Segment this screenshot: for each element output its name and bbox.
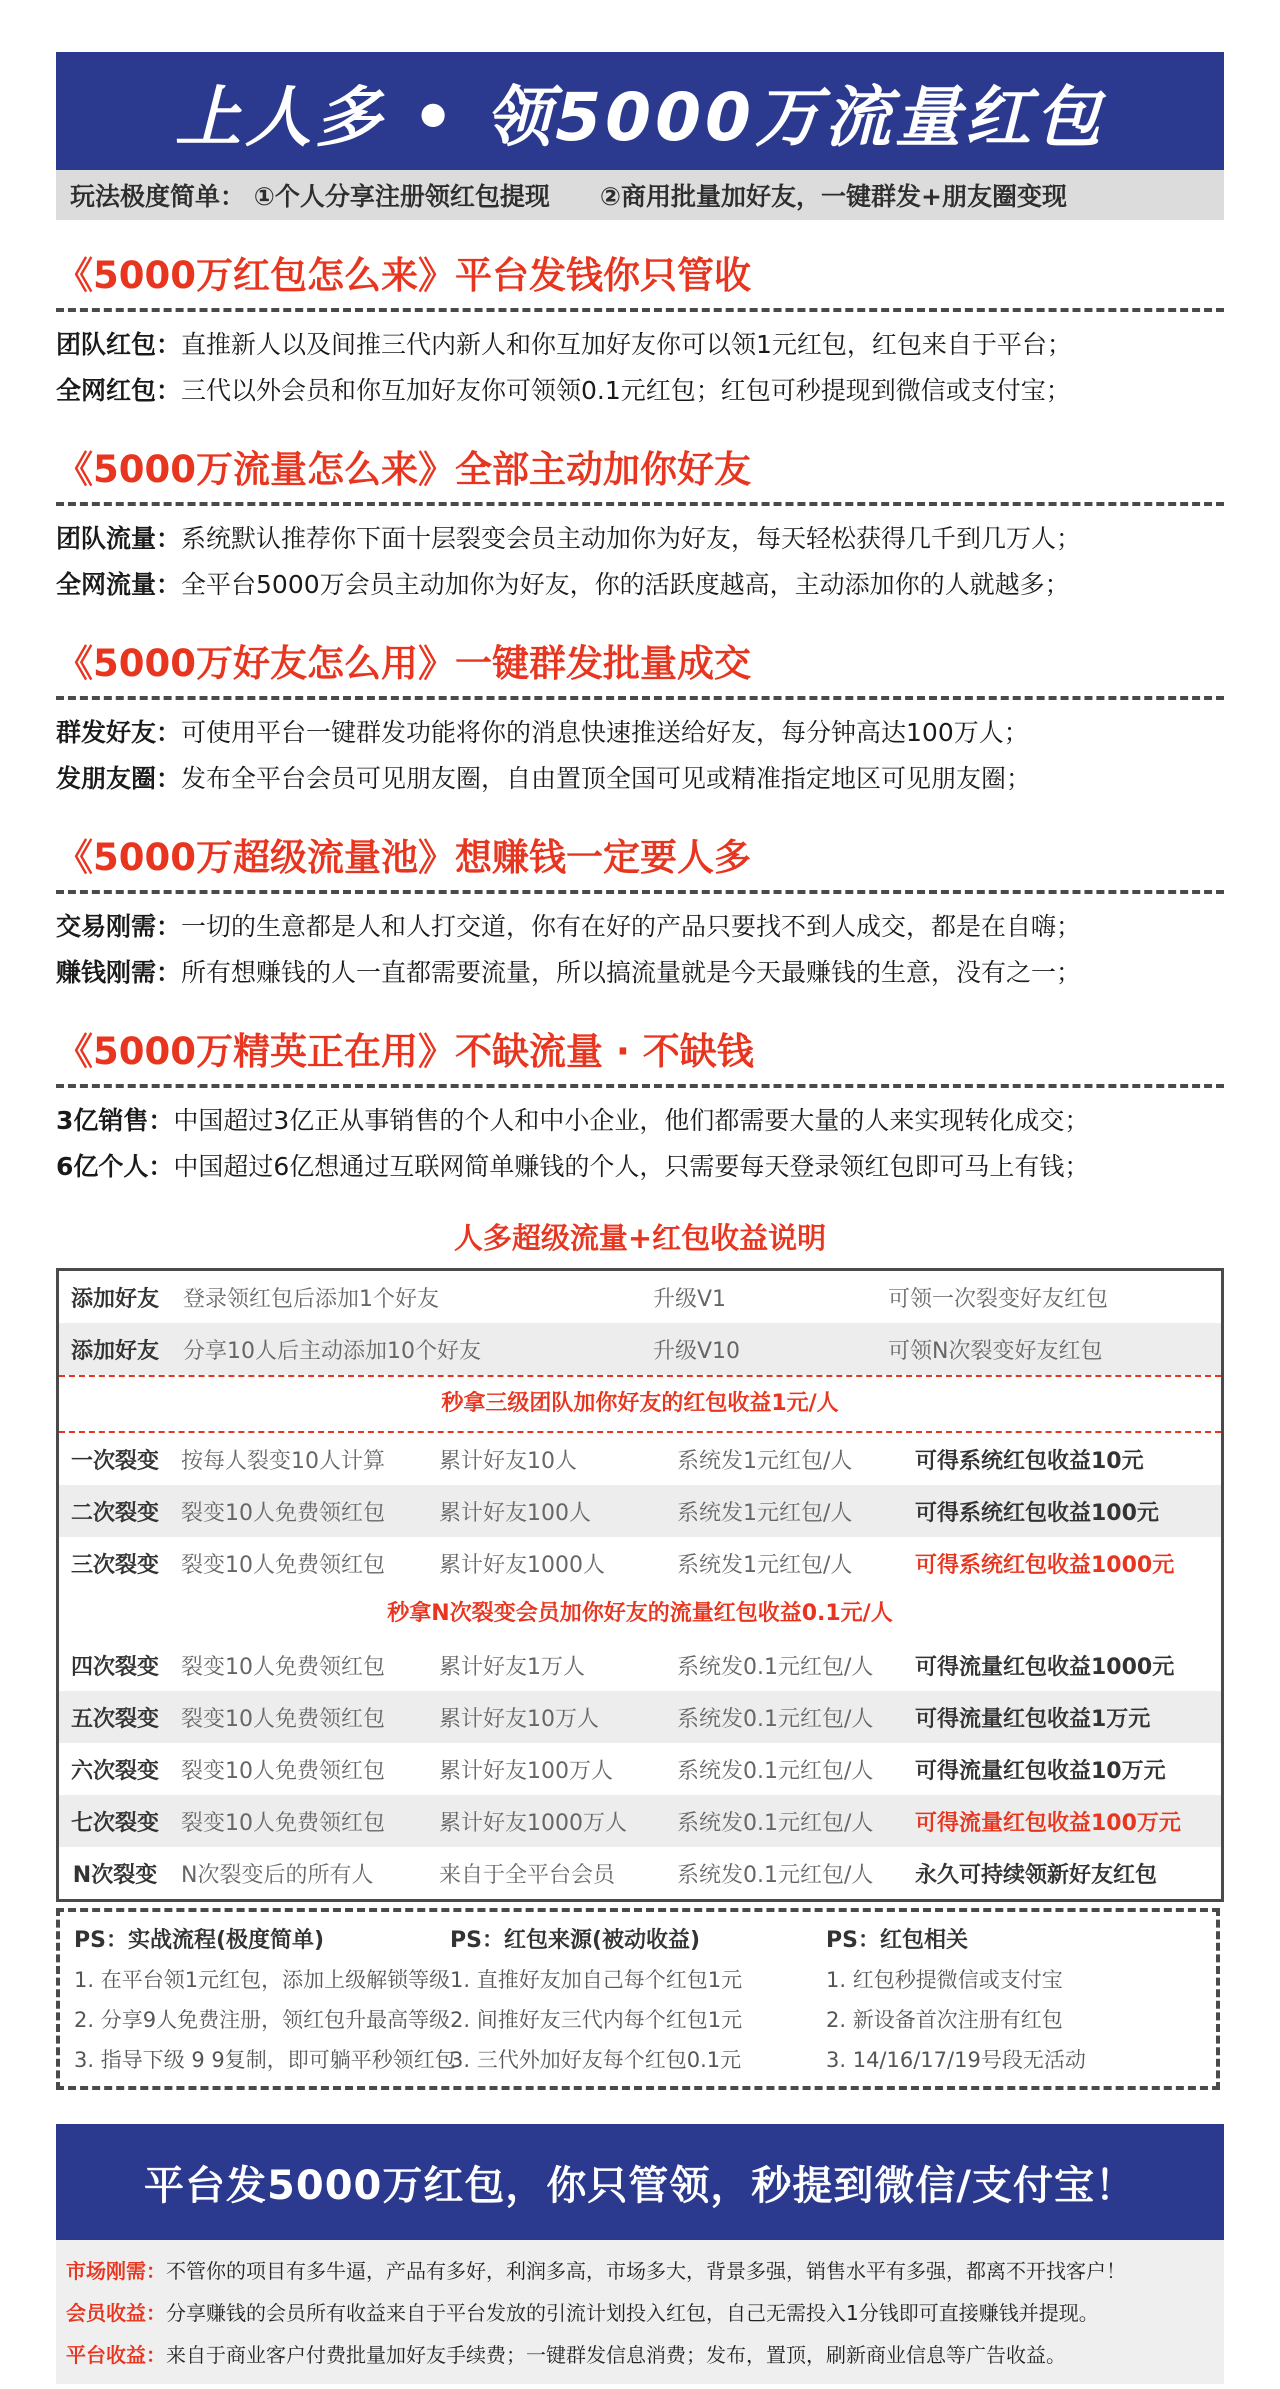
cell: 裂变10人免费领红包 xyxy=(181,1500,385,1526)
section-title: 《5000万精英正在用》不缺流量 · 不缺钱 xyxy=(56,1030,754,1073)
section xyxy=(56,832,1224,996)
line-value: 所有想赚钱的人一直都需要流量，所以搞流量就是今天最赚钱的生意，没有之一； xyxy=(181,958,1082,987)
divider xyxy=(56,502,1224,506)
cell: 裂变10人免费领红包 xyxy=(181,1810,385,1836)
ps-heading: PS：红包来源(被动收益) xyxy=(450,1928,701,1953)
cell: 裂变10人免费领红包 xyxy=(181,1706,385,1732)
ps-item: 1. 在平台领1元红包，添加上级解锁等级 xyxy=(74,1968,451,1992)
cell: 裂变10人免费领红包 xyxy=(181,1758,385,1784)
cell: 按每人裂变10人计算 xyxy=(181,1448,385,1474)
cell: 可得系统红包收益1000元 xyxy=(915,1552,1175,1578)
cell: 分享10人后主动添加10个好友 xyxy=(183,1338,481,1364)
ps-column xyxy=(450,1922,826,2080)
table-note: 秒拿N次裂变会员加你好友的流量红包收益0.1元/人 xyxy=(387,1601,893,1626)
table-row xyxy=(59,1691,1221,1743)
ps-heading: PS：实战流程(极度简单) xyxy=(74,1928,325,1953)
table-row xyxy=(59,1795,1221,1847)
table-row xyxy=(59,1537,1221,1589)
cell: 系统发1元红包/人 xyxy=(677,1500,853,1526)
cell: 永久可持续领新好友红包 xyxy=(915,1862,1158,1888)
header-banner xyxy=(56,52,1224,170)
cell: 累计好友10人 xyxy=(439,1448,577,1474)
section xyxy=(56,638,1224,802)
cell: 累计好友1000人 xyxy=(439,1552,605,1578)
table-note: 秒拿三级团队加你好友的红包收益1元/人 xyxy=(59,1375,1221,1433)
section-title: 《5000万好友怎么用》一键群发批量成交 xyxy=(56,642,751,685)
cell: 可领N次裂变好友红包 xyxy=(888,1338,1103,1364)
footer-title: 平台发5000万红包，你只管领，秒提到微信/支付宝！ xyxy=(144,2162,1136,2209)
cell: 裂变10人免费领红包 xyxy=(181,1552,385,1578)
line-value: 全平台5000万会员主动加你为好友，你的活跃度越高，主动添加你的人就越多； xyxy=(181,570,1070,599)
ps-item: 2. 新设备首次注册有红包 xyxy=(826,2008,1063,2032)
income-table xyxy=(56,1268,1224,1902)
table-row xyxy=(59,1433,1221,1485)
section xyxy=(56,1026,1224,1190)
cell: 三次裂变 xyxy=(70,1552,159,1578)
ps-item: 2. 分享9人免费注册，领红包升最高等级 xyxy=(74,2008,451,2032)
page-title: 上人多 • 领5000万流量红包 xyxy=(175,78,1105,156)
table-row xyxy=(59,1485,1221,1537)
cell: 五次裂变 xyxy=(70,1706,159,1732)
cell: 七次裂变 xyxy=(70,1810,159,1836)
ps-item: 3. 三代外加好友每个红包0.1元 xyxy=(450,2048,742,2072)
line-key: 交易刚需： xyxy=(56,912,182,941)
line-key: 团队红包： xyxy=(56,330,182,359)
table-title: 人多超级流量+红包收益说明 xyxy=(453,1221,827,1255)
cell: 四次裂变 xyxy=(70,1654,159,1680)
line-value: 三代以外会员和你互加好友你可领领0.1元红包；红包可秒提现到微信或支付宝； xyxy=(181,376,1071,405)
section-title: 《5000万流量怎么来》全部主动加你好友 xyxy=(56,448,751,491)
cell: 系统发0.1元红包/人 xyxy=(677,1810,874,1836)
cell: 可得流量红包收益10万元 xyxy=(915,1758,1166,1784)
line-value: 直推新人以及间推三代内新人和你互加好友你可以领1元红包，红包来自于平台； xyxy=(181,330,1072,359)
section-line xyxy=(56,756,1224,802)
cell: 系统发1元红包/人 xyxy=(677,1552,853,1578)
table-row xyxy=(59,1271,1221,1323)
section-line xyxy=(56,322,1224,368)
cell: 裂变10人免费领红包 xyxy=(181,1654,385,1680)
cell: 累计好友10万人 xyxy=(439,1706,599,1732)
section-line xyxy=(56,1144,1224,1190)
ps-heading: PS：红包相关 xyxy=(826,1928,968,1953)
cell: 系统发1元红包/人 xyxy=(677,1448,853,1474)
cell: 一次裂变 xyxy=(70,1448,159,1474)
line-key: 赚钱刚需： xyxy=(56,958,182,987)
section-line xyxy=(56,562,1224,608)
line-value: 中国超过6亿想通过互联网简单赚钱的个人，只需要每天登录领红包即可马上有钱； xyxy=(173,1152,1090,1181)
cell: 系统发0.1元红包/人 xyxy=(677,1758,874,1784)
footer-value: 不管你的项目有多牛逼，产品有多好，利润多高，市场多大，背景多强，销售水平有多强，都离不开找客户！ xyxy=(166,2259,1126,2283)
cell: 添加好友 xyxy=(70,1286,159,1312)
section-title: 《5000万红包怎么来》平台发钱你只管收 xyxy=(56,254,751,297)
divider xyxy=(56,890,1224,894)
cell: 累计好友1万人 xyxy=(439,1654,585,1680)
footer-value: 来自于商业客户付费批量加好友手续费；一键群发信息消费；发布，置顶，刷新商业信息等广告收益。 xyxy=(166,2343,1066,2367)
subtitle-bar xyxy=(56,170,1224,220)
line-key: 团队流量： xyxy=(56,524,182,553)
line-value: 一切的生意都是人和人打交道，你有在好的产品只要找不到人成交，都是在自嗨； xyxy=(181,912,1082,941)
footer-line xyxy=(66,2334,1214,2376)
cell: 来自于全平台会员 xyxy=(439,1862,616,1888)
cell: 累计好友100万人 xyxy=(439,1758,613,1784)
cell: 添加好友 xyxy=(70,1338,159,1364)
cell: 可得系统红包收益10元 xyxy=(915,1448,1144,1474)
subtitle-2: ②商用批量加好友，一键群发+朋友圈变现 xyxy=(599,182,1067,211)
cell: 登录领红包后添加1个好友 xyxy=(183,1286,439,1312)
section-line xyxy=(56,516,1224,562)
cell: 可得流量红包收益100万元 xyxy=(915,1810,1181,1836)
footer-key: 市场刚需： xyxy=(66,2259,166,2283)
section xyxy=(56,250,1224,414)
table-row xyxy=(59,1743,1221,1795)
ps-box xyxy=(56,1908,1220,2090)
section-line xyxy=(56,904,1224,950)
footer-line xyxy=(66,2292,1214,2334)
divider xyxy=(56,308,1224,312)
cell: N次裂变后的所有人 xyxy=(181,1862,374,1888)
cell: 六次裂变 xyxy=(70,1758,159,1784)
section-line xyxy=(56,710,1224,756)
line-key: 发朋友圈： xyxy=(56,764,182,793)
section-line xyxy=(56,1098,1224,1144)
ps-column xyxy=(826,1922,1202,2080)
line-value: 系统默认推荐你下面十层裂变会员主动加你为好友，每天轻松获得几千到几万人； xyxy=(181,524,1082,553)
section-line xyxy=(56,368,1224,414)
footer-key: 会员收益： xyxy=(66,2301,166,2325)
section xyxy=(56,444,1224,608)
divider xyxy=(56,696,1224,700)
section-title: 《5000万超级流量池》想赚钱一定要人多 xyxy=(56,836,751,879)
table-row xyxy=(59,1323,1221,1375)
ps-item: 2. 间推好友三代内每个红包1元 xyxy=(450,2008,743,2032)
ps-item: 1. 直推好友加自己每个红包1元 xyxy=(450,1968,743,1992)
cell: 可领一次裂变好友红包 xyxy=(888,1286,1109,1312)
divider xyxy=(56,1084,1224,1088)
cell: 可得流量红包收益1000元 xyxy=(915,1654,1175,1680)
ps-column xyxy=(74,1922,456,2080)
ps-item: 1. 红包秒提微信或支付宝 xyxy=(826,1968,1063,1992)
ps-item: 3. 14/16/17/19号段无活动 xyxy=(826,2048,1086,2072)
line-value: 可使用平台一键群发功能将你的消息快速推送给好友，每分钟高达100万人； xyxy=(181,718,1029,747)
line-value: 中国超过3亿正从事销售的个人和中小企业，他们都需要大量的人来实现转化成交； xyxy=(173,1106,1090,1135)
line-key: 3亿销售： xyxy=(56,1106,174,1135)
cell: 升级V1 xyxy=(653,1286,727,1312)
subtitle-1: 玩法极度简单： ①个人分享注册领红包提现 xyxy=(70,182,550,211)
line-key: 群发好友： xyxy=(56,718,182,747)
footer-line xyxy=(66,2250,1214,2292)
line-key: 全网流量： xyxy=(56,570,182,599)
cell: 二次裂变 xyxy=(70,1500,159,1526)
footer-body xyxy=(56,2240,1224,2384)
cell: N次裂变 xyxy=(72,1862,158,1888)
cell: 累计好友100人 xyxy=(439,1500,591,1526)
cell: 可得系统红包收益100元 xyxy=(915,1500,1159,1526)
cell: 可得流量红包收益1万元 xyxy=(915,1706,1151,1732)
ps-item: 3. 指导下级 9 9复制，即可躺平秒领红包 xyxy=(74,2048,456,2072)
table-row xyxy=(59,1639,1221,1691)
line-value: 发布全平台会员可见朋友圈，自由置顶全国可见或精准指定地区可见朋友圈； xyxy=(181,764,1032,793)
footer-banner xyxy=(56,2124,1224,2240)
cell: 系统发0.1元红包/人 xyxy=(677,1862,874,1888)
table-row xyxy=(59,1847,1221,1899)
cell: 累计好友1000万人 xyxy=(439,1810,627,1836)
line-key: 全网红包： xyxy=(56,376,182,405)
section-line xyxy=(56,950,1224,996)
cell: 系统发0.1元红包/人 xyxy=(677,1654,874,1680)
line-key: 6亿个人： xyxy=(56,1152,174,1181)
cell: 系统发0.1元红包/人 xyxy=(677,1706,874,1732)
footer-value: 分享赚钱的会员所有收益来自于平台发放的引流计划投入红包，自己无需投入1分钱即可直接赚钱并提现。 xyxy=(166,2301,1099,2325)
footer-key: 平台收益： xyxy=(66,2343,166,2367)
cell: 升级V10 xyxy=(653,1338,741,1364)
